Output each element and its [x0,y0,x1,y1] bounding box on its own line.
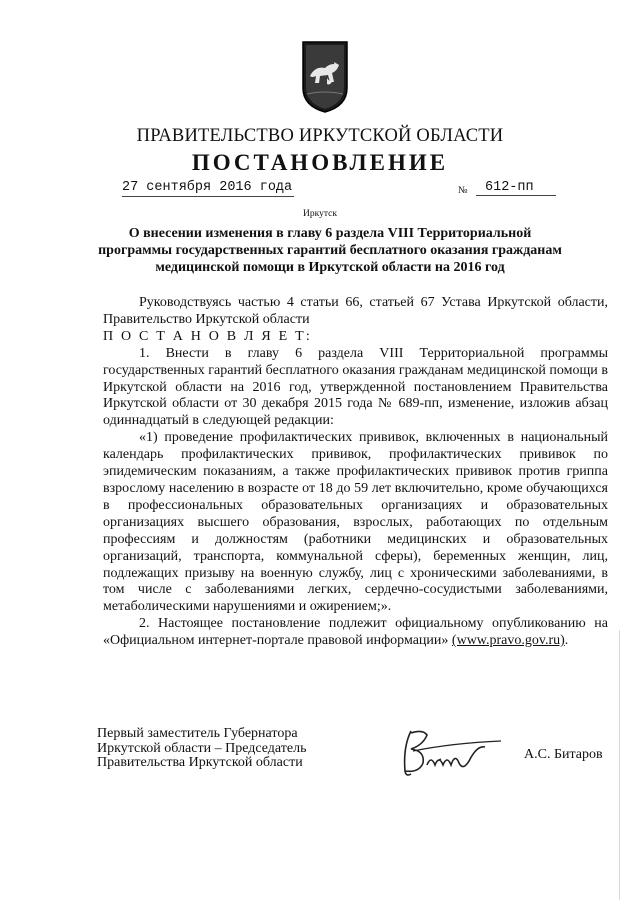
decree-word: П О С Т А Н О В Л Я Е Т: [103,328,312,344]
item-2-end: . [564,633,569,649]
decree-number: 612-пп [476,180,556,196]
decree-body [103,295,608,650]
position-line-1: Первый заместитель Губернатора [97,726,298,741]
handwritten-signature [393,725,505,780]
pravo-gov-link[interactable]: (www.pravo.gov.ru) [451,633,565,649]
document-type-title: ПОСТАНОВЛЕНИЕ [191,150,449,175]
city-name: Иркутск [303,209,337,219]
item-2-text: 2. Настоящее постановление подлежит официальному опубликованию на «Официальном интернет-портале правовой информации» [103,616,608,649]
item-1-paragraph: 1. Внести в главу 6 раздела VIII Территориальной программы государственных гарантий бесплатного оказания гражданам медицинской помощи в Иркутской области на 2016 год, утвержденной постановлением Правительства Иркутской области от 30 декабря 2015 года № 689-пп, изменение, изложив абзац одиннадцатый в следующей редакции: [103,345,608,429]
coat-of-arms-icon [301,38,349,114]
preamble-paragraph: Руководствуясь частью 4 статьи 66, статьей 67 Устава Иркутской области, Правительство Иркутской области [103,295,608,327]
government-name: ПРАВИТЕЛЬСТВО ИРКУТСКОЙ ОБЛАСТИ [136,126,504,146]
position-line-3: Правительства Иркутской области [97,755,303,770]
signer-name: А.С. Битаров [524,747,603,762]
decree-subject: О внесении изменения в главу 6 раздела VIII Территориальной программы государственных гарантий бесплатного оказания гражданам медицинской помощи в Иркутской области на 2016 год [98,226,562,275]
decree-date: 27 сентября 2016 года [122,180,293,195]
signatory-position [97,727,357,771]
quoted-paragraph: «1) проведение профилактических прививок, включенных в национальный календарь профилактических прививок, профилактических прививок по эпидемическим показаниям, а также профилактических прививок против гриппа взрослому населению в возрасте от 18 до 59 лет включительно, кроме обучающихся в профессиональных образовательных организациях и образовательных организациях высшего образования, взрослых, работающих по отдельным профессиям и должностям (работники медицинских и образовательных организаций, транспорта, коммунальной сферы), беременных женщин, лиц, подлежащих призыву на военную службу, лиц с хроническими заболеваниями, в том числе с заболеваниями легких, сердечно-сосудистыми заболеваниями, метаболическими нарушениями и ожирением;». [103,430,608,615]
position-line-2: Иркутской области – Председатель [97,740,307,756]
item-2-paragraph [103,616,608,650]
number-sign: № [458,185,468,196]
scan-edge-divider [619,630,620,900]
